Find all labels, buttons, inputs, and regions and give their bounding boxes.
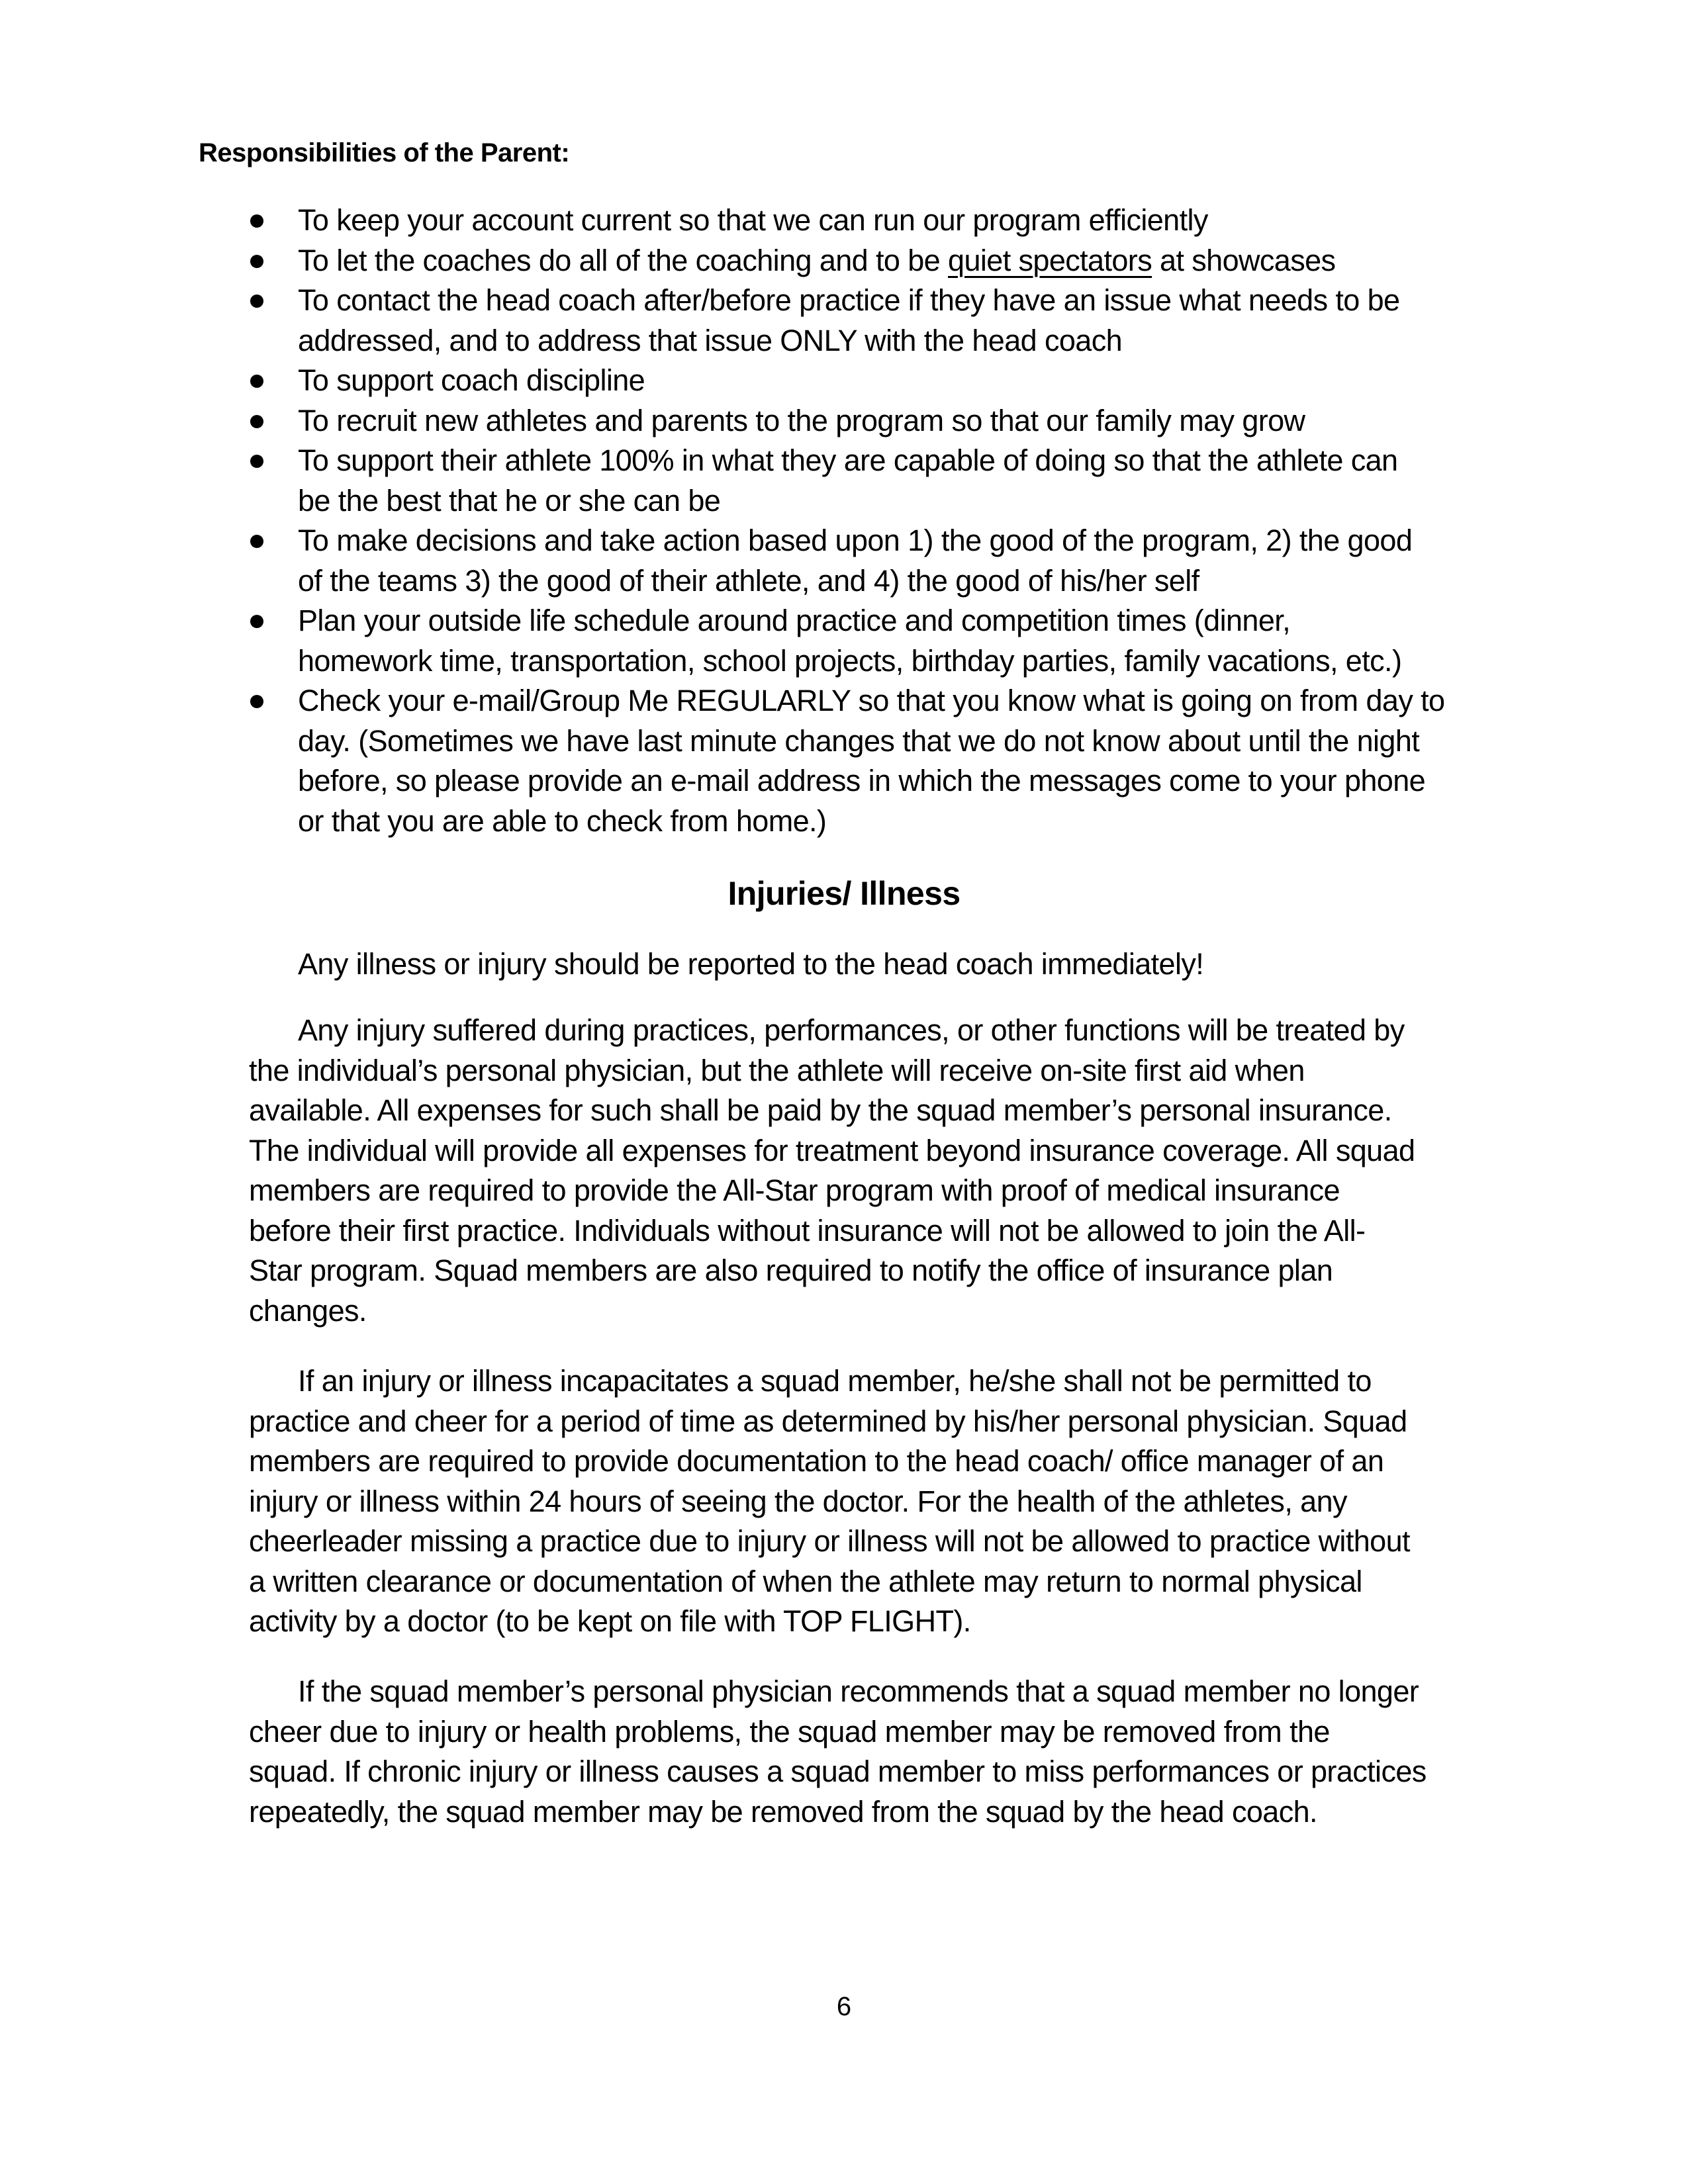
paragraph-line: changes.	[249, 1293, 367, 1328]
bullet-icon	[250, 255, 263, 268]
list-item	[249, 681, 1493, 841]
paragraph-line: If the squad member’s personal physician recommends that a squad member no longer	[298, 1674, 1419, 1708]
bullet-icon	[250, 214, 263, 228]
page-number: 6	[836, 1992, 852, 2021]
bullet-icon	[250, 375, 263, 388]
list-item-text: To recruit new athletes and parents to the program so that our family may grow	[298, 403, 1305, 437]
paragraph-report-immediately	[249, 944, 1507, 985]
parent-responsibilities-list	[249, 201, 1493, 841]
paragraph-line: practice and cheer for a period of time as determined by his/her personal physician. Squad	[249, 1404, 1407, 1438]
paragraph-line: The individual will provide all expenses for treatment beyond insurance coverage. All squad	[249, 1133, 1415, 1167]
underlined-emphasis: quiet spectators	[948, 243, 1152, 277]
paragraph-incapacitation-policy	[249, 1361, 1507, 1642]
list-item-line: of the teams 3) the good of their athlete, and 4) the good of his/her self	[298, 563, 1199, 598]
bullet-icon	[250, 455, 263, 468]
bullet-icon	[250, 535, 263, 548]
list-item-line: day. (Sometimes we have last minute changes that we do not know about until the night	[298, 723, 1420, 758]
list-item-line: or that you are able to check from home.)	[298, 803, 827, 838]
paragraph-line: cheer due to injury or health problems, the squad member may be removed from the	[249, 1714, 1330, 1749]
paragraph-line: Any injury suffered during practices, performances, or other functions will be treated by	[298, 1013, 1405, 1047]
list-item	[249, 281, 1493, 361]
list-item-text: To keep your account current so that we can run our program efficiently	[298, 203, 1208, 237]
paragraph-line: Star program. Squad members are also required to notify the office of insurance plan	[249, 1253, 1333, 1287]
list-item	[249, 241, 1493, 281]
bullet-icon	[250, 615, 263, 628]
list-item-line: To support their athlete 100% in what they are capable of doing so that the athlete can	[298, 443, 1398, 477]
list-item-line: before, so please provide an e-mail address in which the messages come to your phone	[298, 764, 1426, 797]
list-item-line: To make decisions and take action based upon 1) the good of the program, 2) the good	[298, 523, 1413, 557]
section-label-parent-responsibilities: Responsibilities of the Parent:	[199, 138, 570, 167]
paragraph-removal-policy	[249, 1672, 1507, 1832]
list-item-line: homework time, transportation, school projects, birthday parties, family vacations, etc.)	[298, 643, 1402, 678]
bullet-icon	[250, 695, 263, 708]
list-item	[249, 201, 1493, 241]
paragraph-line: repeatedly, the squad member may be removed from the squad by the head coach.	[249, 1794, 1317, 1829]
list-item	[249, 601, 1493, 681]
paragraph-line: a written clearance or documentation of when the athlete may return to normal physical	[249, 1564, 1362, 1598]
list-item	[249, 361, 1493, 401]
list-item-line: To contact the head coach after/before practice if they have an issue what needs to be	[298, 283, 1400, 317]
paragraph-line: If an injury or illness incapacitates a squad member, he/she shall not be permitted to	[298, 1364, 1372, 1398]
list-item-line: Check your e-mail/Group Me REGULARLY so that you know what is going on from day to	[298, 684, 1445, 717]
paragraph-line: the individual’s personal physician, but the athlete will receive on-site first aid when	[249, 1053, 1305, 1087]
paragraph-line: available. All expenses for such shall be paid by the squad member’s personal insurance.	[249, 1093, 1392, 1127]
list-item-text-pre: To let the coaches do all of the coaching and to be	[298, 243, 949, 277]
section-heading-injuries-illness: Injuries/ Illness	[727, 875, 961, 912]
paragraph-line: before their first practice. Individuals without insurance will not be allowed to join the All-	[249, 1213, 1366, 1248]
paragraph-line: members are required to provide the All-Star program with proof of medical insurance	[249, 1173, 1340, 1207]
paragraph-injury-expenses	[249, 1011, 1507, 1331]
list-item-line: Plan your outside life schedule around practice and competition times (dinner,	[298, 604, 1291, 637]
paragraph-line: members are required to provide documentation to the head coach/ office manager of an	[249, 1444, 1384, 1478]
list-item	[249, 401, 1493, 441]
paragraph-line: injury or illness within 24 hours of seeing the doctor. For the health of the athletes, any	[249, 1484, 1347, 1518]
list-item	[249, 521, 1493, 601]
paragraph-line: squad. If chronic injury or illness causes a squad member to miss performances or practices	[249, 1754, 1427, 1788]
paragraph-line: Any illness or injury should be reported to the head coach immediately!	[298, 947, 1204, 981]
list-item-line: be the best that he or she can be	[298, 483, 721, 518]
paragraph-line: activity by a doctor (to be kept on file with TOP FLIGHT).	[249, 1604, 971, 1638]
bullet-icon	[250, 295, 263, 308]
list-item-text: To support coach discipline	[298, 363, 645, 397]
list-item-line: addressed, and to address that issue ONLY with the head coach	[298, 323, 1123, 357]
bullet-icon	[250, 415, 263, 428]
list-item	[249, 441, 1493, 521]
list-item-text-post: at showcases	[1152, 243, 1336, 277]
paragraph-line: cheerleader missing a practice due to injury or illness will not be allowed to practice without	[249, 1524, 1410, 1558]
